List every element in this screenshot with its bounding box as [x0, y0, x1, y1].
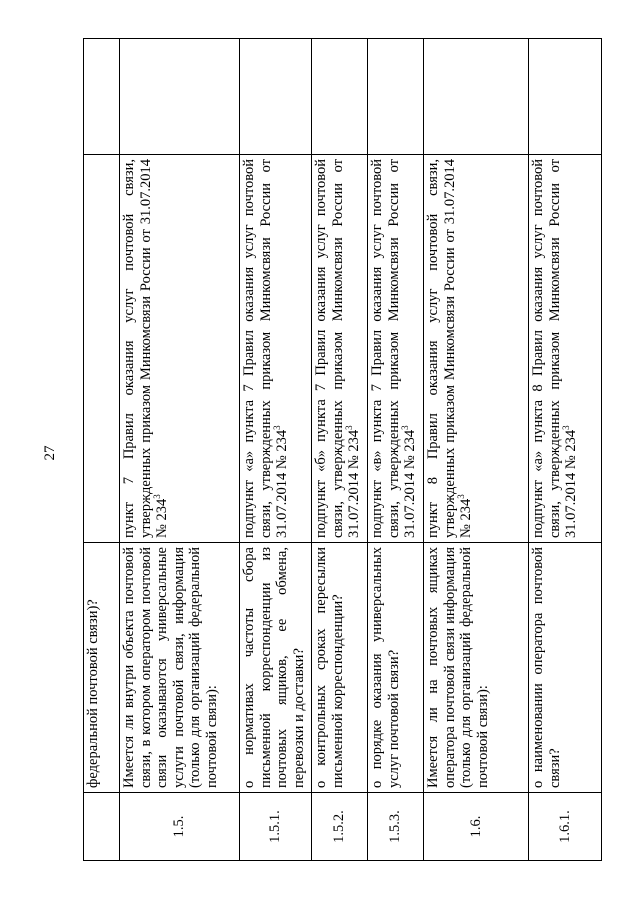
table-row	[84, 39, 120, 861]
row-number: 1.5.3.	[368, 793, 424, 861]
extra-cell	[529, 39, 602, 155]
extra-cell	[368, 39, 424, 155]
extra-cell	[120, 39, 240, 155]
extra-cell	[240, 39, 312, 155]
checklist-table-wrapper	[83, 39, 602, 861]
row-number	[84, 793, 120, 861]
question-cell: Имеется ли внутри объекта почтовой связи, в котором оператором почтовой связи оказываются универсальные услуги почтовой связи, информация (только для организаций федеральной почтовой связи):	[120, 543, 240, 793]
checklist-table	[83, 38, 602, 861]
source-cell: подпункт «в» пункта 7 Правил оказания услуг почтовой связи, утвержденных приказом Минкомсвязи России от 31.07.2014 № $234^3$	[368, 155, 424, 543]
row-number: 1.6.1.	[529, 793, 602, 861]
table-row	[120, 39, 240, 861]
row-number: 1.6.	[424, 793, 529, 861]
table-row	[312, 39, 368, 861]
source-cell: подпункт «а» пункта 8 Правил оказания услуг почтовой связи, утвержденных приказом Минкомсвязи России от 31.07.2014 № $234^3$	[529, 155, 602, 543]
question-cell: о контрольных сроках пересылки письменной корреспонденции?	[312, 543, 368, 793]
page-number: 27	[42, 445, 58, 461]
extra-cell	[312, 39, 368, 155]
row-number: 1.5.2.	[312, 793, 368, 861]
source-cell: пункт 8 Правил оказания услуг почтовой связи, утвержденных приказом Минкомсвязи России от 31.07.2014 № $234^3$	[424, 155, 529, 543]
row-number: 1.5.1.	[240, 793, 312, 861]
question-cell: о наименовании оператора почтовой связи?	[529, 543, 602, 793]
question-cell: Имеется ли на почтовых ящиках оператора почтовой связи информация (только для организаций федеральной почтовой связи):	[424, 543, 529, 793]
extra-cell	[424, 39, 529, 155]
table-row	[424, 39, 529, 861]
source-cell: подпункт «б» пункта 7 Правил оказания услуг почтовой связи, утвержденных приказом Минкомсвязи России от 31.07.2014 № $234^3$	[312, 155, 368, 543]
table-row	[368, 39, 424, 861]
row-number: 1.5.	[120, 793, 240, 861]
extra-cell	[84, 39, 120, 155]
table-row	[529, 39, 602, 861]
table-row	[240, 39, 312, 861]
question-cell: о нормативах частоты сбора письменной корреспонденции из почтовых ящиков, ее обмена, перевозки и доставки?	[240, 543, 312, 793]
source-cell	[84, 155, 120, 543]
source-cell: пункт 7 Правил оказания услуг почтовой связи, утвержденных приказом Минкомсвязи России от 31.07.2014 № $234^3$	[120, 155, 240, 543]
question-cell: федеральной почтовой связи)?	[84, 543, 120, 793]
question-cell: о порядке оказания универсальных услуг почтовой связи?	[368, 543, 424, 793]
source-cell: подпункт «а» пункта 7 Правил оказания услуг почтовой связи, утвержденных приказом Минкомсвязи России от 31.07.2014 № $234^3$	[240, 155, 312, 543]
